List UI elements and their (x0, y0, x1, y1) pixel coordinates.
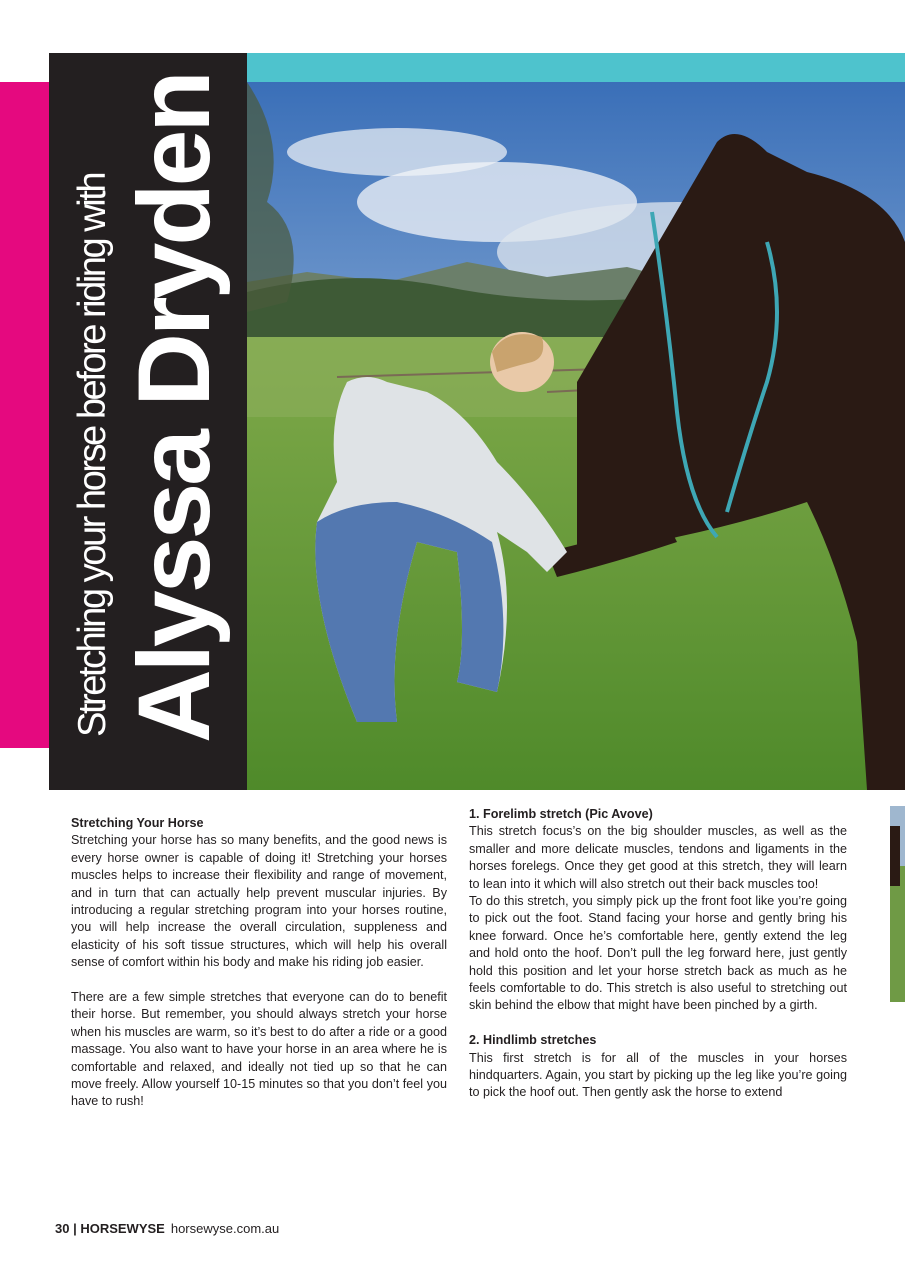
footer-url: horsewyse.com.au (170, 1221, 280, 1236)
paragraph-forelimb-howto: To do this stretch, you simply pick up the front foot like you’re going to pick out the foot. Stand facing your horse and gently bring his knee forward. Once he’s comfortable here, gently extend the leg and hold onto the hoof. Don’t pull the leg forward here, just gently hold this position and let your horse stretch back as much as he feels comfortable to do. This stretch is also useful to stretching out skin behind the elbow that might have been pinched by a girth. (469, 894, 847, 1013)
article-left-column (71, 815, 447, 1111)
article-right-column (469, 806, 847, 1102)
hero-photo (247, 82, 905, 790)
paragraph-benefits: Stretching your horse has so many benefits, and the good news is every horse owner is capable of doing it! Stretching your horses muscles helps to increase their flexibility and range of movement, and in turn that can actually help prevent muscular injuries. By introducing a regular stretching program into your horses routine, you will help increase the overall circulation, suppleness and elasticity of his soft tissue structures, which will help his overall sense of comfort within his body and make his riding job easier. (71, 833, 447, 970)
paragraph-simple-stretches: There are a few simple stretches that everyone can do to benefit their horse. But remember, you should always stretch your horse when his muscles are warm, so it’s best to do after a ride or a good massage. You also want to have your horse in an area where he is comfortable and relaxed, and ideally not tied up so that he can move freely. Allow yourself 10-15 minutes so that you don’t feel you have to rush! (71, 990, 447, 1109)
section-heading-forelimb: 1. Forelimb stretch (Pic Avove) (469, 807, 653, 821)
title-panel (49, 53, 247, 790)
article-subtitle: Stretching your horse before riding with (71, 173, 114, 737)
author-name: Alyssa Dryden (117, 73, 231, 743)
page-number-brand: 30 | HORSEWYSE (55, 1221, 165, 1236)
paragraph-hindlimb: This first stretch is for all of the muscles in your horses hindquarters. Again, you start by picking up the leg like you’re going to pick the hoof out. Then gently ask the horse to extend (469, 1050, 847, 1100)
section-heading-hindlimb: 2. Hindlimb stretches (469, 1033, 597, 1048)
pink-accent-bar (0, 82, 49, 748)
section-heading-stretching: Stretching Your Horse (71, 816, 204, 830)
next-photo-thumbnail (890, 806, 905, 1002)
paragraph-forelimb-intro: This stretch focus’s on the big shoulder muscles, as well as the smaller and more delicate muscles, tendons and ligaments in the horses forelegs. Once they get good at this stretch, they will learn to lean into it which will also stretch out their back muscles too! (469, 824, 847, 891)
rotated-title (49, 73, 247, 743)
page-footer (55, 1221, 279, 1236)
teal-accent-bar (247, 53, 905, 82)
